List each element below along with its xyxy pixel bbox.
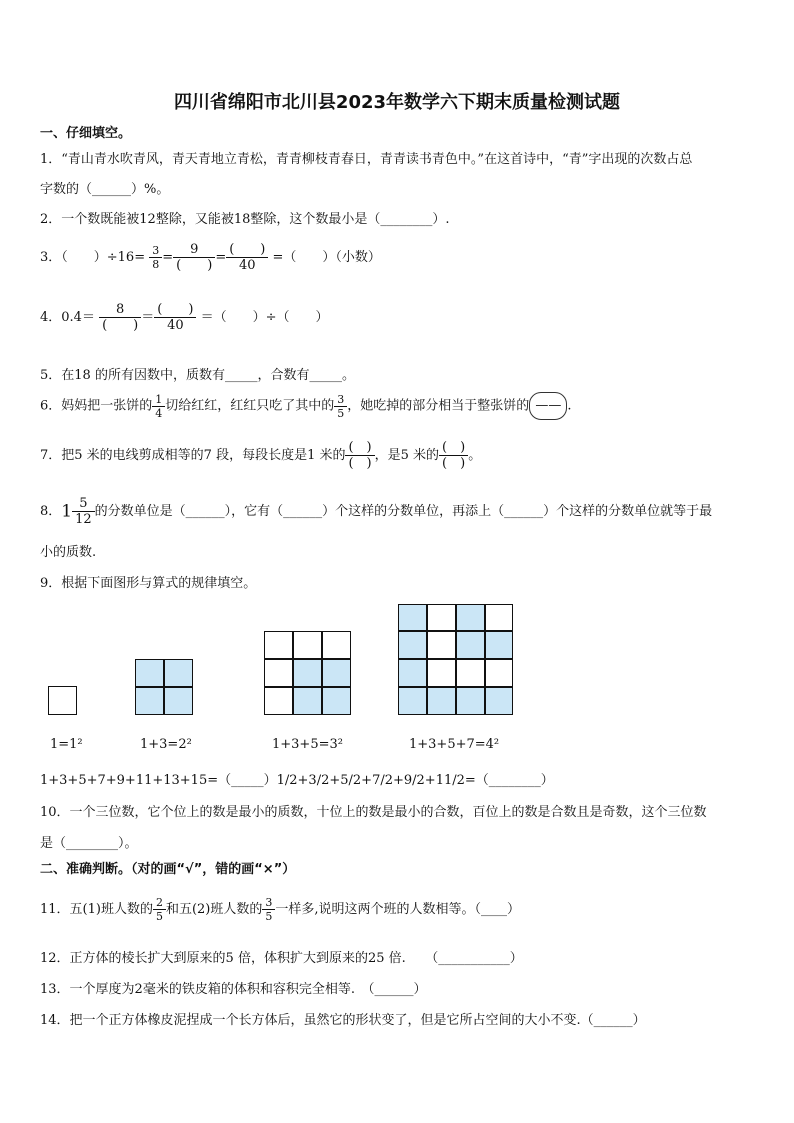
grid-cell (48, 686, 77, 715)
fraction-blank (439, 440, 468, 471)
question-8 (40, 496, 712, 527)
fraction-5-12 (72, 496, 95, 527)
fraction-denominator: ( ) (348, 456, 372, 471)
fraction-numerator: 8 (99, 302, 141, 318)
grid-cell (398, 604, 427, 631)
fraction-2-5 (153, 896, 166, 923)
question-3-tail: =（ ）（小数） (272, 250, 381, 265)
fraction-numerator: 5 (72, 496, 95, 512)
fraction-denominator: ( ) (442, 456, 466, 471)
grid-cell (322, 659, 351, 687)
formula-1: 1=1² (50, 737, 83, 752)
grid-cell (264, 687, 293, 715)
fraction-denominator: ( ) (176, 258, 213, 273)
grid-cell (293, 687, 322, 715)
question-6-end: . (567, 398, 572, 414)
question-6-part-c: ，她吃掉的部分相当于整张饼的 (347, 398, 530, 414)
fraction-denominator: 40 (239, 258, 256, 273)
question-4-prefix: 4．0.4＝ (40, 310, 95, 325)
section-1-heading: 一、仔细填空。 (40, 126, 132, 141)
fraction-blank-40 (226, 242, 268, 273)
fraction-denominator: 4 (155, 406, 163, 420)
grid-cell (293, 631, 322, 659)
mixed-number-whole: 1 (61, 501, 73, 522)
fraction-numerator: 3 (149, 244, 162, 258)
grid-cell (398, 687, 427, 715)
question-11-part-b: 和五(2)班人数的 (165, 902, 263, 917)
grid-cell (293, 659, 322, 687)
fraction-denominator: 5 (155, 910, 163, 923)
grid-cell (164, 687, 193, 715)
formula-4: 1+3+5+7=4² (409, 737, 500, 752)
grid-cell (322, 687, 351, 715)
fraction-blank (345, 440, 374, 471)
question-7 (40, 440, 481, 471)
grid-cell (398, 659, 427, 687)
question-4-tail: ＝（ ）÷（ ） (200, 310, 329, 325)
grid-cell (427, 687, 456, 715)
question-2: 2．一个数既能被12整除，又能被18整除，这个数最小是（________）. (40, 212, 450, 227)
fraction-numerator: 3 (334, 393, 347, 407)
page-title: 四川省绵阳市北川县2023年数学六下期末质量检测试题 (173, 92, 621, 113)
fraction-denominator: ( ) (102, 318, 139, 333)
question-8-text: 的分数单位是（______），它有（______）个这样的分数单位，再添上（______）个这样的分数单位就等于最 (94, 504, 713, 519)
fraction-numerator: 2 (153, 896, 166, 910)
fraction-denominator: 40 (167, 318, 184, 333)
fraction-numerator: 3 (262, 896, 275, 910)
fraction-9-blank (173, 242, 215, 273)
grid-cell (456, 631, 485, 659)
fraction-3-5 (334, 393, 347, 420)
grid-cell (164, 659, 193, 687)
question-10-line-2: 是（________）。 (40, 836, 138, 851)
question-13: 13．一个厚度为2毫米的铁皮箱的体积和容积完全相等. （______） (40, 982, 427, 997)
fraction-3-5 (262, 896, 275, 923)
answer-blank: —— (529, 392, 567, 420)
question-4: 4．0.4＝ $\frac{8}{( )}$ ＝ $\frac{( )}{40}$ ＝（ ）÷（ ） (40, 302, 329, 333)
question-11-part-c: 一样多,说明这两个班的人数相等。（____） (275, 902, 521, 917)
fraction-numerator: 1 (152, 393, 165, 407)
fraction-denominator: 12 (75, 512, 92, 527)
fraction-denominator: 5 (337, 406, 345, 420)
question-6-part-b: 切给红红，红红只吃了其中的 (165, 398, 335, 414)
grid-cell (427, 659, 456, 687)
fraction-denominator: 5 (265, 910, 273, 923)
grid-cell (398, 631, 427, 659)
fraction-blank-40 (154, 302, 196, 333)
question-6 (40, 392, 571, 420)
grid-cell (135, 687, 164, 715)
fraction-numerator: 9 (173, 242, 215, 258)
question-8-line-2: 小的质数. (40, 545, 97, 560)
fraction-8-blank (99, 302, 141, 333)
question-3-prefix: 3．（ ）÷16= (40, 250, 146, 265)
fraction-numerator: ( ) (439, 440, 468, 456)
question-8-number: 8． (40, 504, 62, 519)
fraction-numerator: ( ) (345, 440, 374, 456)
fraction-numerator: ( ) (226, 242, 268, 258)
grid-cell (264, 659, 293, 687)
grid-cell (264, 631, 293, 659)
grid-cell (485, 631, 513, 659)
question-3: 3．（ ）÷16= $\frac{3}{8}$ = $\frac{9}{( )}$ = $\frac{( )}{40}$ =（ ）（小数） (40, 242, 381, 273)
grid-cell (135, 659, 164, 687)
grid-cell (485, 604, 513, 631)
question-14: 14．把一个正方体橡皮泥捏成一个长方体后，虽然它的形状变了，但是它所占空间的大小不变.（______） (40, 1013, 646, 1028)
formula-2: 1+3=2² (140, 737, 192, 752)
question-10-line-1: 10．一个三位数，它个位上的数是最小的质数，十位上的数是最小的合数，百位上的数是合数且是奇数，这个三位数 (40, 805, 707, 820)
grid-cell (456, 659, 485, 687)
question-9: 9．根据下面图形与算式的规律填空。 (40, 576, 257, 591)
grid-cell (485, 687, 513, 715)
question-7-part-b: ，是5 米的 (374, 448, 440, 463)
section-2-heading: 二、准确判断。（对的画“√”，错的画“×”） (40, 862, 296, 877)
question-5: 5．在18 的所有因数中，质数有_____，合数有_____。 (40, 368, 355, 383)
question-1-line-1: 1．“青山青水吹青风，青天青地立青松，青青柳枝青春日，青青读书青色中。”在这首诗中，“青”字出现的次数占总 (40, 152, 693, 167)
formula-3: 1+3+5=3² (272, 737, 343, 752)
question-7-end: 。 (468, 448, 482, 463)
question-1-line-2: 字数的（______）%。 (40, 182, 170, 197)
fraction-3-8 (149, 244, 162, 271)
fraction-denominator: 8 (152, 258, 160, 271)
question-12: 12．正方体的棱长扩大到原来的5 倍，体积扩大到原来的25 倍. （___________） (40, 951, 523, 966)
grid-cell (485, 659, 513, 687)
grid-cell (456, 687, 485, 715)
question-7-part-a: 7．把5 米的电线剪成相等的7 段，每段长度是1 米的 (40, 448, 346, 463)
grid-cell (456, 604, 485, 631)
question-6-part-a: 6．妈妈把一张饼的 (40, 398, 153, 414)
fraction-numerator: ( ) (154, 302, 196, 318)
grid-cell (322, 631, 351, 659)
grid-cell (427, 604, 456, 631)
fraction-1-4 (152, 393, 165, 420)
question-9-fill: 1+3+5+7+9+11+13+15=（_____）1/2+3/2+5/2+7/2+9/2+11/2=（________） (40, 773, 554, 788)
question-11-part-a: 11．五(1)班人数的 (40, 902, 153, 917)
question-11 (40, 896, 520, 923)
grid-cell (427, 631, 456, 659)
